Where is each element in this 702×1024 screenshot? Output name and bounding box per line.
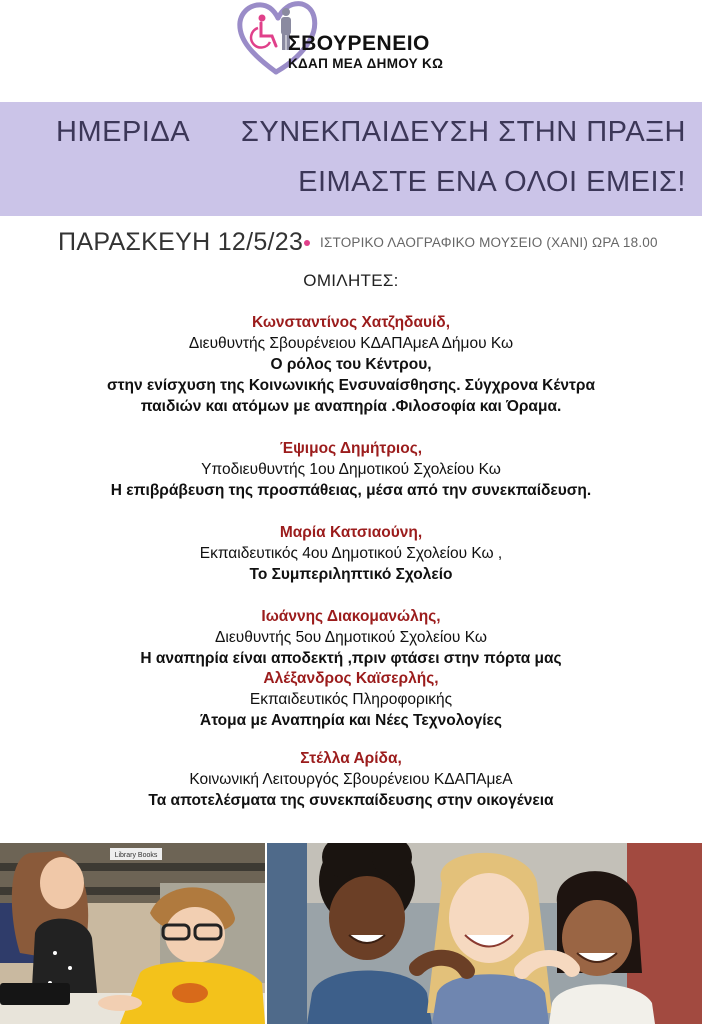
speaker-2 bbox=[0, 438, 702, 501]
speaker-topic: Τα αποτελέσματα της συνεκπαίδευσης στην οικογένεια bbox=[148, 792, 554, 809]
logo-name: ΣΒΟΥΡΕΝΕΙΟ bbox=[288, 32, 430, 55]
speaker-topic: παιδιών και ατόμων με αναπηρία .Φιλοσοφία και Όραμα. bbox=[140, 398, 562, 415]
speaker-topic: Η αναπηρία είναι αποδεκτή ,πριν φτάσει στην πόρτα μας bbox=[140, 650, 562, 667]
library-sign: Library Books bbox=[114, 852, 158, 859]
speaker-name: Στέλλα Αρίδα, bbox=[300, 750, 402, 767]
photo-smiling-girls bbox=[267, 843, 702, 1024]
logo-subtitle: ΚΔΑΠ ΜΕΑ ΔΗΜΟΥ ΚΩ bbox=[288, 56, 444, 71]
speaker-role: Εκπαιδευτικός Πληροφορικής bbox=[249, 691, 453, 708]
speaker-name: Κωνσταντίνος Χατζηδαυίδ, bbox=[251, 314, 451, 331]
event-type-label: ΗΜΕΡΙΔΑ bbox=[56, 116, 191, 148]
event-title-line2: ΕΙΜΑΣΤΕ ΕΝΑ ΟΛΟΙ ΕΜΕΙΣ! bbox=[298, 166, 686, 198]
bullet-dot-icon bbox=[304, 240, 310, 246]
speakers-heading: ΟΜΙΛΗΤΕΣ: bbox=[303, 271, 399, 290]
speaker-role: Εκπαιδευτικός 4ου Δημοτικού Σχολείου Κω , bbox=[199, 545, 503, 562]
speaker-topic: Ο ρόλος του Κέντρου, bbox=[270, 356, 432, 373]
speaker-topic: Άτομα με Αναπηρία και Νέες Τεχνολογίες bbox=[200, 712, 502, 729]
event-info-row bbox=[58, 228, 698, 262]
speaker-5 bbox=[0, 668, 702, 731]
speaker-name: Έψιμος Δημήτριος, bbox=[279, 440, 423, 457]
speaker-name: Μαρία Κατσιαούνη, bbox=[279, 524, 423, 541]
speaker-name: Αλέξανδρος Καϊσερλής, bbox=[263, 670, 439, 687]
speaker-1 bbox=[0, 312, 702, 417]
speaker-topic: Το Συμπεριληπτικό Σχολείο bbox=[249, 566, 453, 583]
photo-classroom-kids bbox=[0, 843, 265, 1024]
speaker-role: Διευθυντής 5ου Δημοτικού Σχολείου Κω bbox=[215, 629, 487, 646]
speaker-3 bbox=[0, 522, 702, 585]
speaker-6 bbox=[0, 748, 702, 811]
event-title-line1: ΣΥΝΕΚΠΑΙΔΕΥΣΗ ΣΤΗΝ ΠΡΑΞΗ bbox=[240, 116, 686, 148]
speaker-role: Κοινωνική Λειτουργός Σβουρένειου ΚΔΑΠΑμεΑ bbox=[189, 771, 513, 788]
title-banner bbox=[0, 102, 702, 216]
speaker-name: Ιωάννης Διακομανώλης, bbox=[261, 608, 441, 625]
speaker-topic: στην ενίσχυση της Κοινωνικής Ενσυναίσθησης. Σύγχρονα Κέντρα bbox=[106, 377, 596, 394]
event-date: ΠΑΡΑΣΚΕΥΗ 12/5/23 bbox=[58, 228, 304, 256]
speaker-role: Υποδιευθυντής 1ου Δημοτικού Σχολείου Κω bbox=[201, 461, 501, 478]
speaker-4 bbox=[0, 606, 702, 669]
speaker-role: Διευθυντής Σβουρένειου ΚΔΑΠΑμεΑ Δήμου Κω bbox=[188, 335, 514, 352]
speaker-topic: Η επιβράβευση της προσπάθειας, μέσα από την συνεκπαίδευση. bbox=[110, 482, 592, 499]
organization-logo bbox=[236, 0, 466, 80]
event-place: ΙΣΤΟΡΙΚΟ ΛΑΟΓΡΑΦΙΚΟ ΜΟΥΣΕΙΟ (ΧΑΝΙ) ΩΡΑ 18.00 bbox=[320, 235, 658, 250]
